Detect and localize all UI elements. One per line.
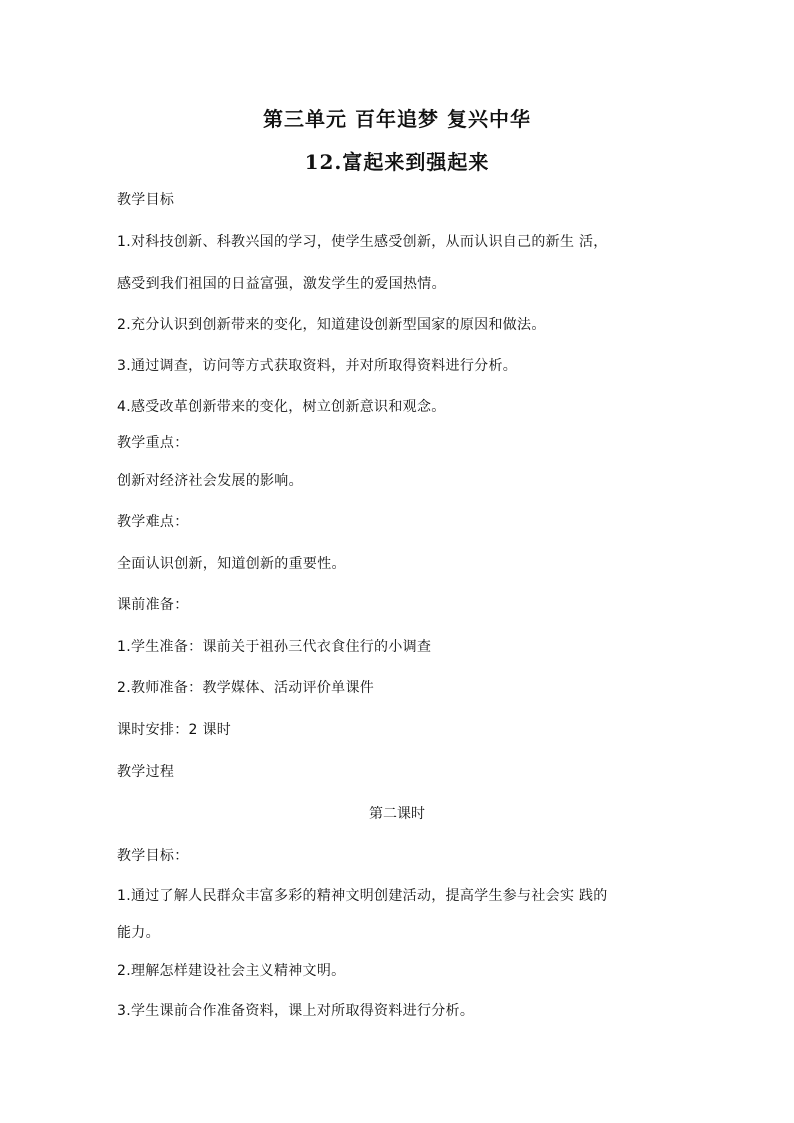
- preparation-line: 2.教师准备：教学媒体、活动评价单课件: [117, 680, 375, 696]
- objective-line: 3.通过调查，访问等方式获取资料，并对所取得资料进行分析。: [117, 358, 518, 374]
- objectives-heading: 教学目标: [117, 192, 175, 208]
- key-points-heading: 教学重点：: [117, 435, 189, 451]
- difficulties-text: 全面认识创新，知道创新的重要性。: [117, 556, 346, 572]
- objective-line: 4.感受改革创新带来的变化，树立创新意识和观念。: [117, 399, 446, 415]
- lesson-title: 12.富起来到强起来: [304, 150, 490, 174]
- preparation-line: 1.学生准备：课前关于祖孙三代衣食住行的小调查: [117, 639, 432, 655]
- schedule-text: 课时安排：2 课时: [117, 722, 232, 738]
- session-objective-line: 1.通过了解人民群众丰富多彩的精神文明创建活动，提高学生参与社会实 践的: [117, 888, 608, 904]
- objective-line: 1.对科技创新、科教兴国的学习，使学生感受创新，从而认识自己的新生 活，: [117, 234, 608, 250]
- unit-title: 第三单元 百年追梦 复兴中华: [263, 107, 531, 131]
- key-points-text: 创新对经济社会发展的影响。: [117, 473, 303, 489]
- session-objective-line: 3.学生课前合作准备资料，课上对所取得资料进行分析。: [117, 1003, 475, 1019]
- process-heading: 教学过程: [117, 764, 175, 780]
- difficulties-heading: 教学难点：: [117, 514, 189, 530]
- session-objective-line: 能力。: [117, 925, 160, 941]
- objective-line: 2.充分认识到创新带来的变化，知道建设创新型国家的原因和做法。: [117, 317, 546, 333]
- objective-line: 感受到我们祖国的日益富强，激发学生的爱国热情。: [117, 276, 446, 292]
- preparation-heading: 课前准备：: [117, 597, 189, 613]
- session-objectives-heading: 教学目标：: [117, 848, 189, 864]
- session-objective-line: 2.理解怎样建设社会主义精神文明。: [117, 963, 346, 979]
- session-title: 第二课时: [369, 806, 425, 822]
